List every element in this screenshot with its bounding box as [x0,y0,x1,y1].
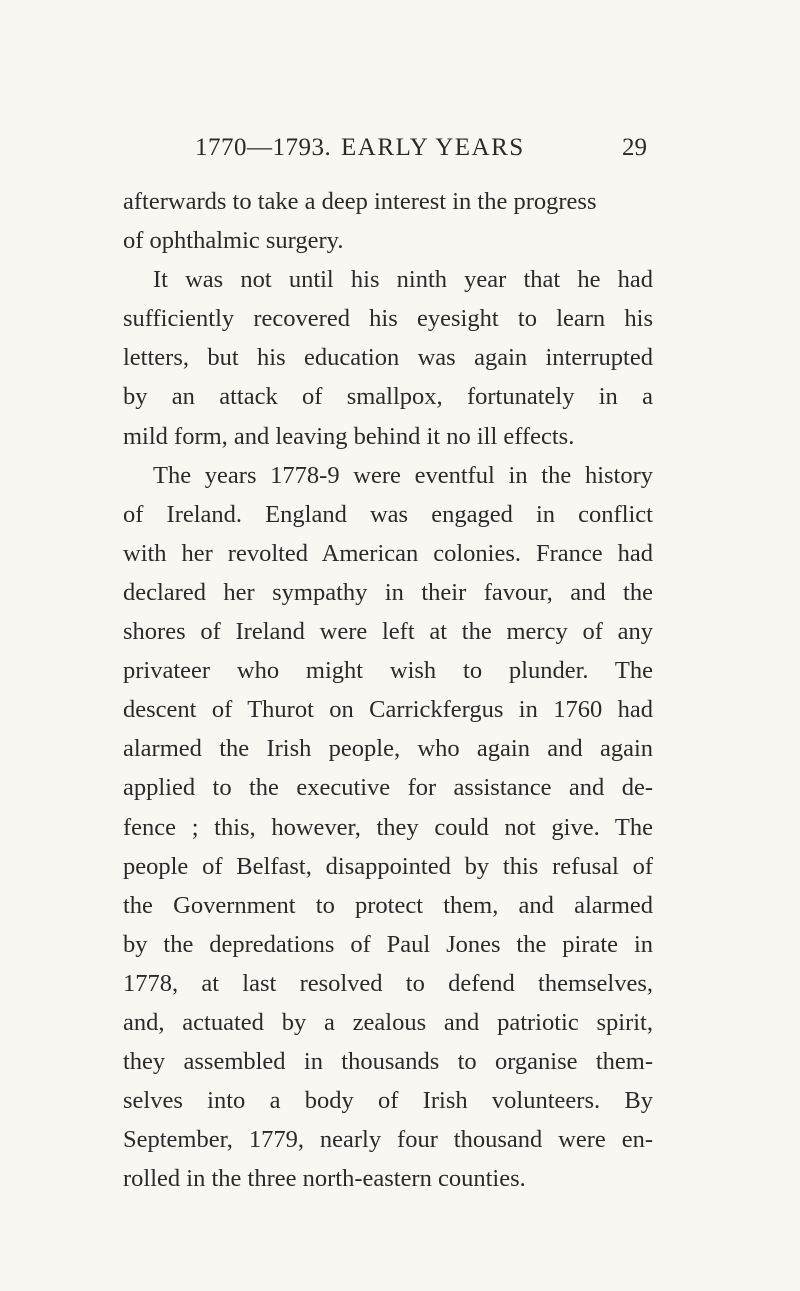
text-line: the Government to protect them, and alarmed [123,891,653,919]
text-line: descent of Thurot on Carrickfergus in 1760 had [123,696,653,724]
text-line: selves into a body of Irish volunteers. By [123,1087,653,1115]
text-line: alarmed the Irish people, who again and again [123,735,653,763]
text-line: people of Belfast, disappointed by this refusal of [123,852,653,880]
text-line: privateer who might wish to plunder. The [123,657,653,685]
text-line: afterwards to take a deep interest in the progress [123,188,597,215]
running-head [195,128,655,168]
text-line: September, 1779, nearly four thousand were en- [123,1126,653,1154]
text-line: rolled in the three north-eastern counties. [123,1165,526,1193]
text-line: 1778, at last resolved to defend themselves, [123,969,653,997]
body-text [123,182,653,1198]
running-head-title: EARLY YEARS [341,134,525,161]
text-line: of Ireland. England was engaged in conflict [123,500,653,528]
running-head-years: 1770—1793. [195,134,332,161]
text-line: letters, but his education was again interrupted [123,344,653,372]
text-line: sufficiently recovered his eyesight to learn his [123,305,653,333]
text-line: The years 1778-9 were eventful in the history [153,461,653,489]
text-line: It was not until his ninth year that he had [153,266,653,294]
text-line: with her revolted American colonies. France had [123,539,653,567]
text-line: and, actuated by a zealous and patriotic spirit, [123,1008,653,1036]
text-line: mild form, and leaving behind it no ill effects. [123,422,575,450]
text-line: of ophthalmic surgery. [123,227,344,255]
text-line: by an attack of smallpox, fortunately in a [123,383,653,411]
text-line: they assembled in thousands to organise them- [123,1048,653,1076]
text-line: applied to the executive for assistance and de- [123,774,653,802]
text-line: declared her sympathy in their favour, and the [123,578,653,606]
text-line: fence ; this, however, they could not give. The [123,813,653,841]
text-line: by the depredations of Paul Jones the pirate in [123,930,653,958]
text-line: shores of Ireland were left at the mercy of any [123,618,653,646]
page-number: 29 [622,134,647,161]
